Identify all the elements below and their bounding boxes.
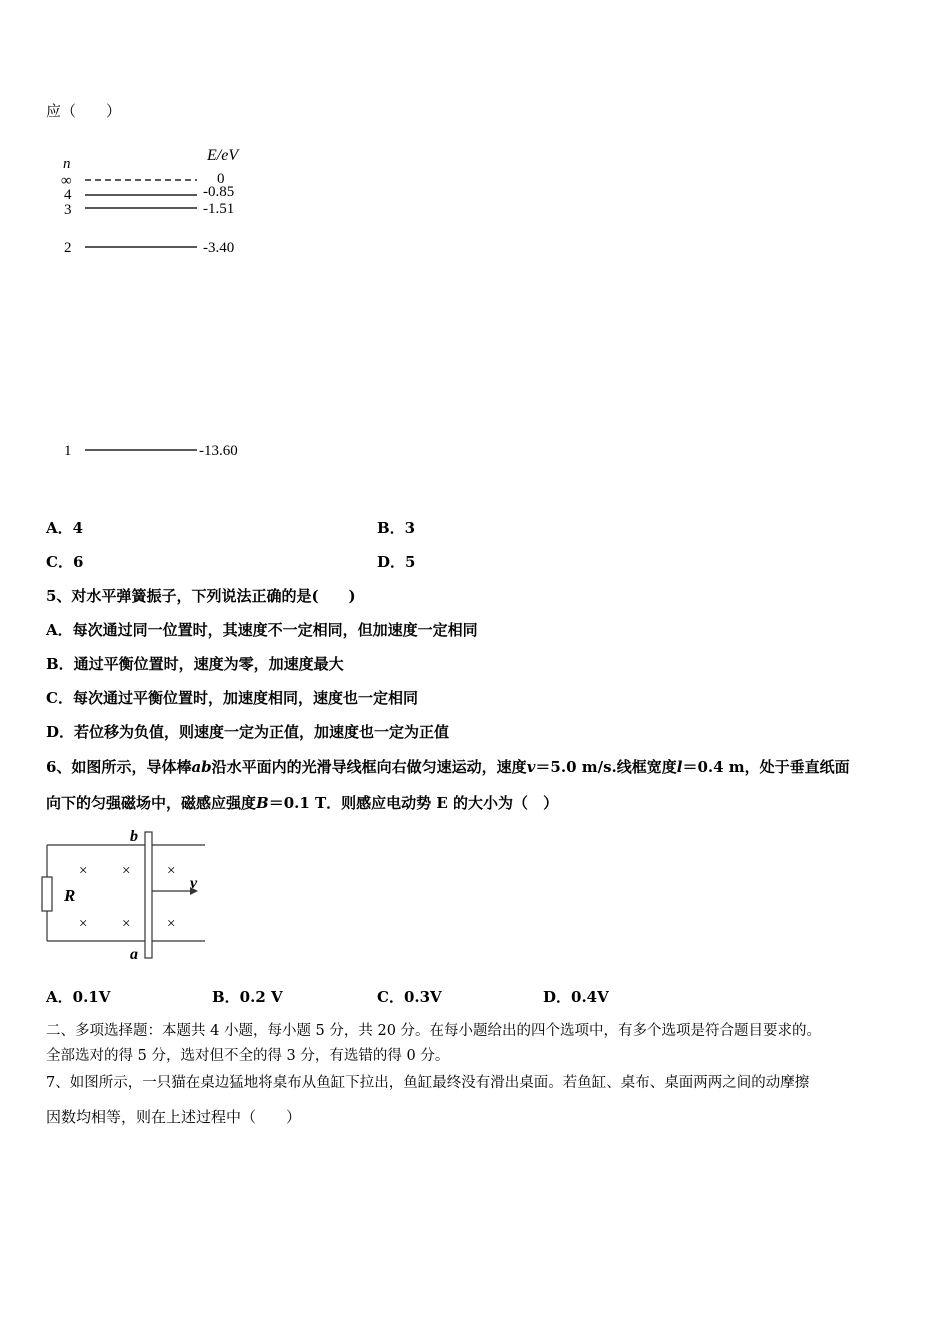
q6-option-b[interactable]: B．0.2 V [212, 988, 283, 1006]
energy-level-diagram [55, 140, 265, 470]
q7-stem-line1: 7、如图所示，一只猫在桌边猛地将桌布从鱼缸下拉出，鱼缸最终没有滑出桌面。若鱼缸、桌布、桌面两两之间的动摩擦 [46, 1075, 810, 1091]
resistor-label: R [64, 886, 76, 905]
q5-option-a[interactable]: A．每次通过同一位置时，其速度不一定相同，但加速度一定相同 [46, 621, 478, 639]
q6-option-d[interactable]: D．0.4V [543, 988, 609, 1006]
q4-option-b[interactable]: B．3 [377, 519, 416, 537]
conductor-rod-figure [40, 825, 220, 967]
conductor-rod [145, 832, 152, 958]
level-e-inf: 0 [217, 171, 225, 187]
n-axis-label: n [63, 156, 71, 172]
q6-stem-line1: 6、如图所示，导体棒ab沿水平面内的光滑导线框向右做匀速运动，速度v＝5.0 m/s.线框宽度l＝0.4 m，处于垂直纸面 [46, 758, 850, 776]
field-mark: × [79, 863, 88, 879]
q4-option-d[interactable]: D．5 [377, 553, 416, 571]
q4-option-a[interactable]: A．4 [46, 519, 84, 537]
field-mark: × [167, 916, 176, 932]
level-n-3: 3 [64, 202, 72, 218]
q5-option-c[interactable]: C．每次通过平衡位置时，加速度相同，速度也一定相同 [46, 689, 418, 707]
q5-stem: 5、对水平弹簧振子，下列说法正确的是( ) [46, 587, 356, 605]
q5-option-d[interactable]: D．若位移为负值，则速度一定为正值，加速度也一定为正值 [46, 723, 450, 741]
level-n-2: 2 [64, 240, 72, 256]
field-mark: × [122, 916, 131, 932]
level-e-4: -0.85 [203, 184, 235, 200]
q6-option-a[interactable]: A．0.1V [46, 988, 111, 1006]
level-e-2: -3.40 [203, 240, 235, 256]
q5-option-b[interactable]: B．通过平衡位置时，速度为零，加速度最大 [46, 655, 344, 673]
level-n-inf: ∞ [61, 173, 72, 189]
q6-option-c[interactable]: C．0.3V [377, 988, 442, 1006]
field-mark: × [79, 916, 88, 932]
resistor [42, 877, 52, 911]
e-axis-label: E/eV [207, 147, 239, 164]
level-e-1: -13.60 [199, 443, 238, 459]
field-mark: × [122, 863, 131, 879]
q7-stem-line2: 因数均相等，则在上述过程中（ ） [46, 1108, 302, 1126]
q4-tail: 应（ ） [46, 102, 122, 120]
level-n-4: 4 [64, 187, 72, 203]
section2-heading-line1: 二、多项选择题：本题共 4 小题，每小题 5 分，共 20 分。在每小题给出的四个选项中，有多个选项是符合题目要求的。 [46, 1023, 822, 1039]
level-e-3: -1.51 [203, 201, 235, 217]
q4-option-c[interactable]: C．6 [46, 553, 84, 571]
rod-end-b: b [130, 828, 138, 845]
velocity-label: v [190, 875, 198, 892]
section2-heading-line2: 全部选对的得 5 分，选对但不全的得 3 分，有选错的得 0 分。 [46, 1048, 450, 1064]
level-n-1: 1 [64, 443, 72, 459]
field-mark: × [167, 863, 176, 879]
q6-stem-line2: 向下的匀强磁场中，磁感应强度B＝0.1 T．则感应电动势 E 的大小为（ ） [46, 794, 559, 812]
rod-end-a: a [130, 946, 138, 963]
